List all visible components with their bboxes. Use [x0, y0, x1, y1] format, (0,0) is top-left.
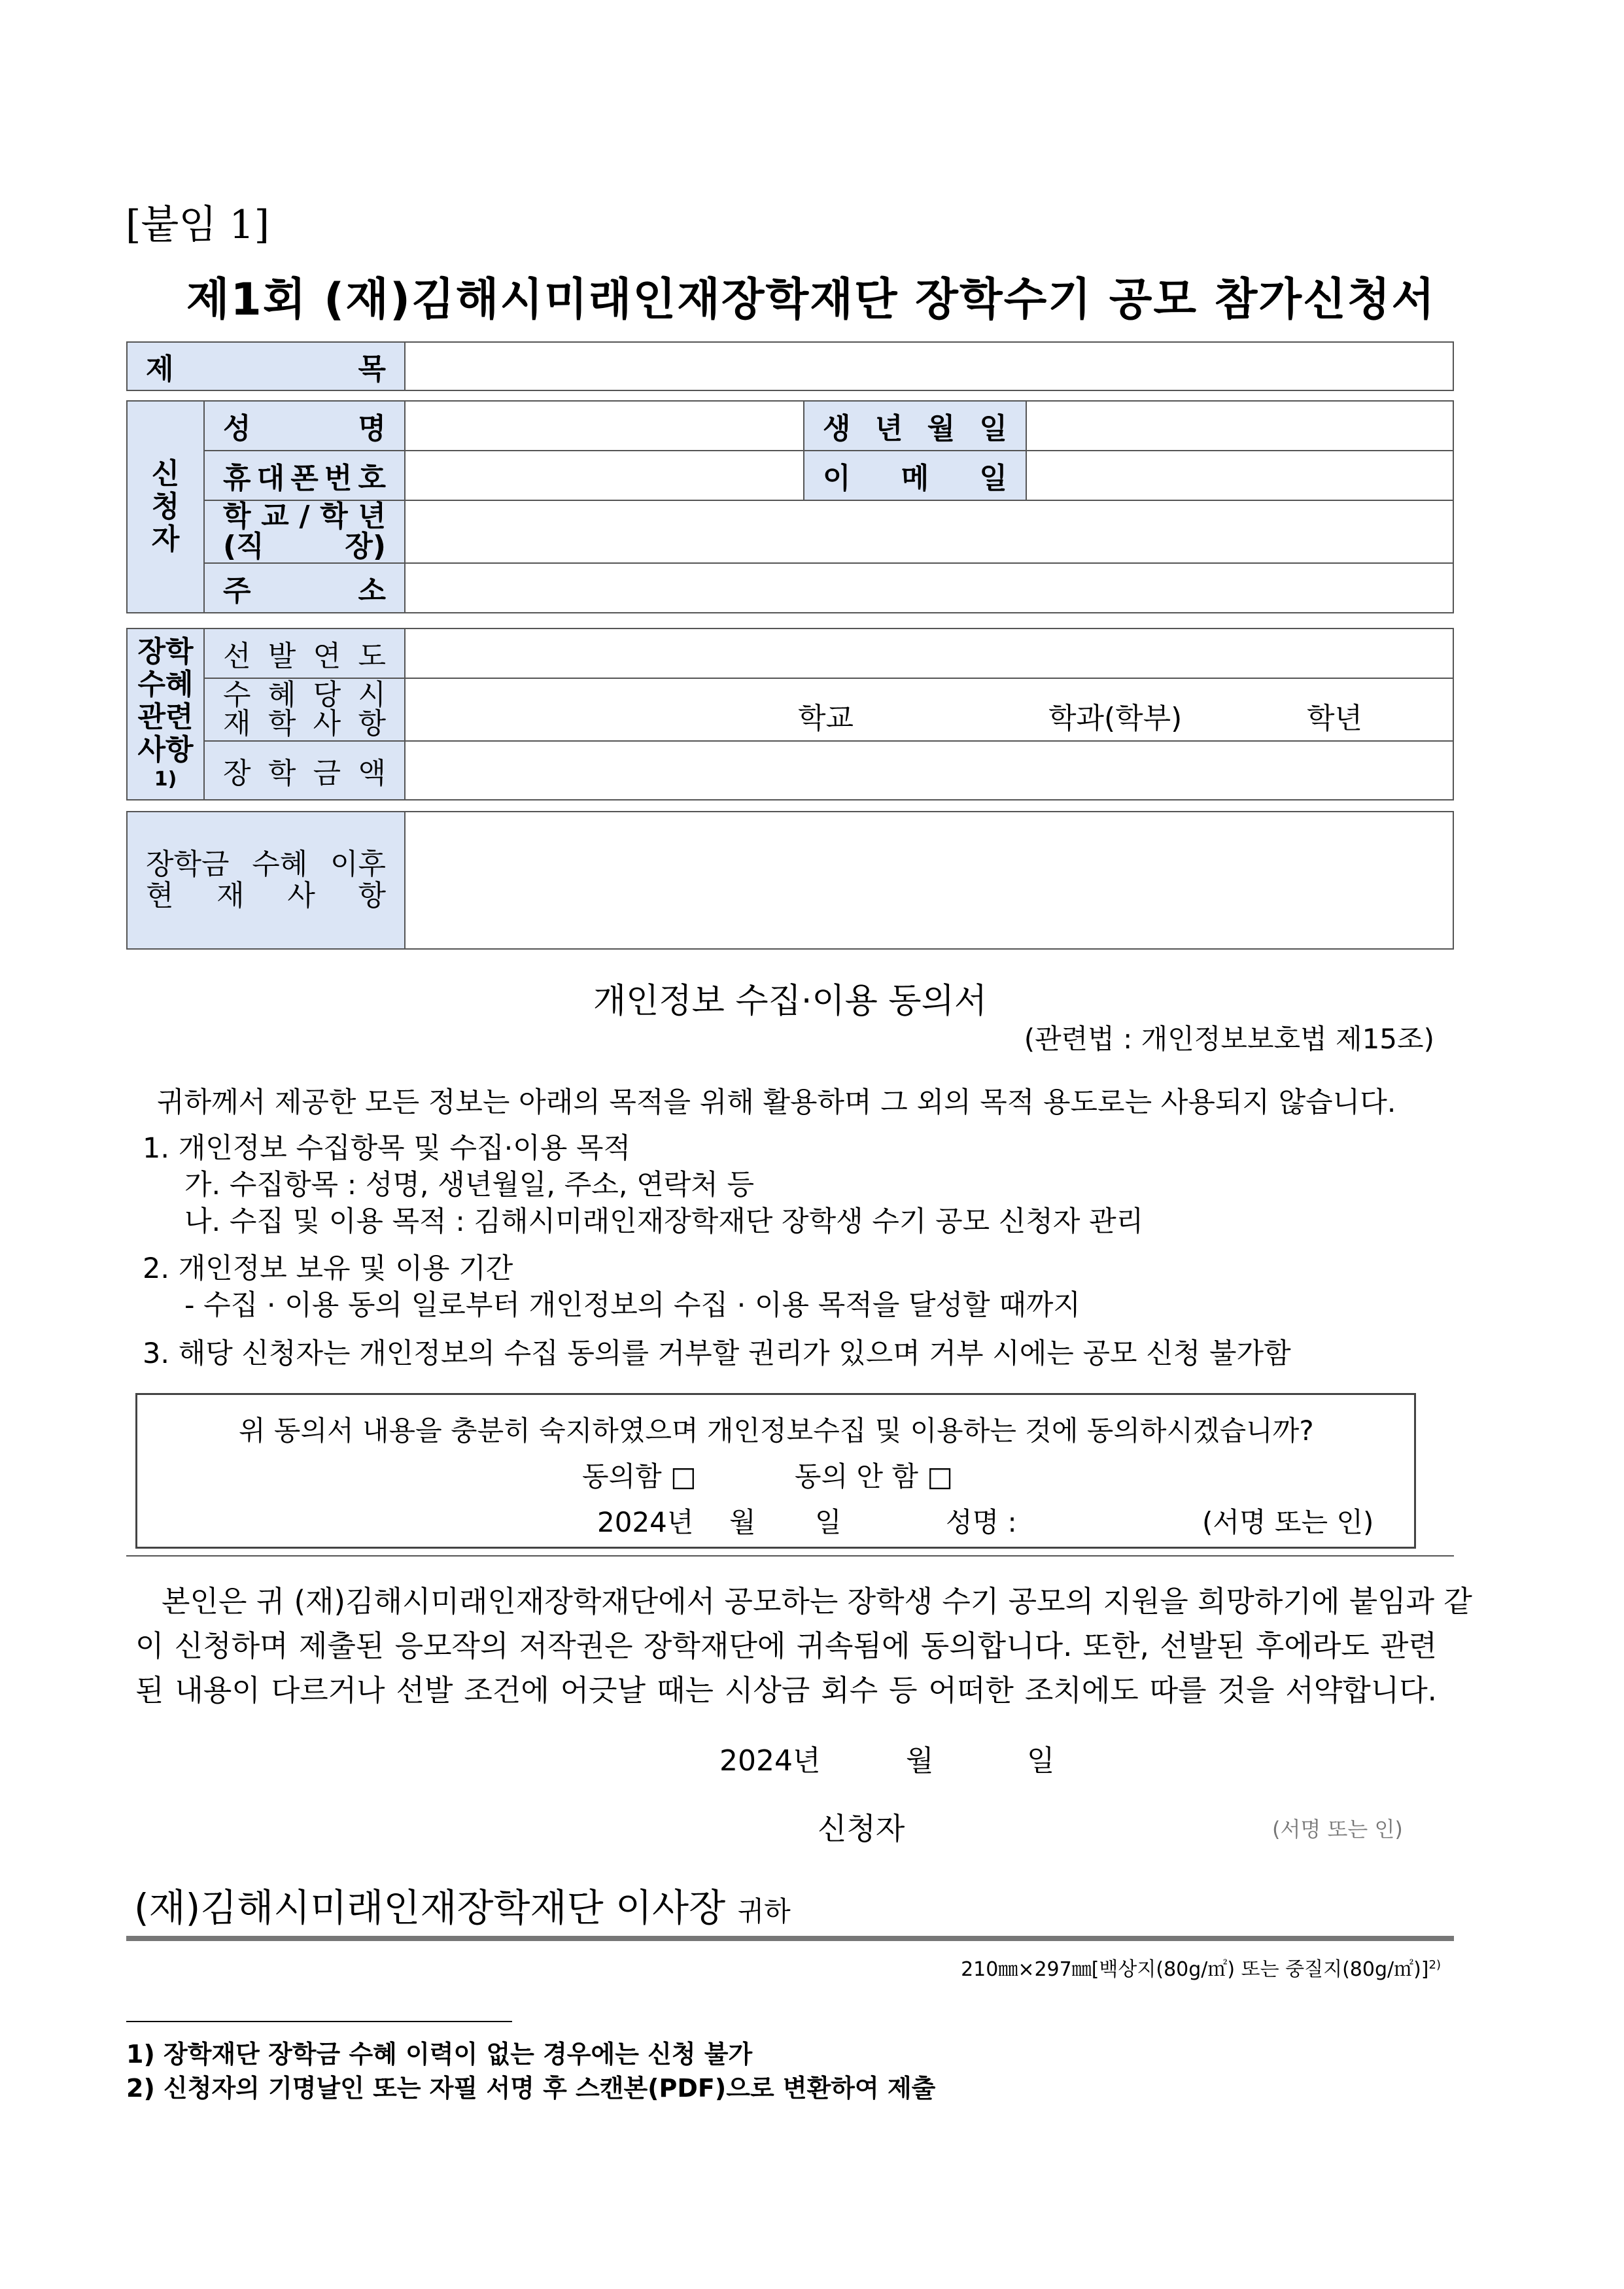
pledge-month: 월 — [906, 1744, 934, 1778]
subject-label — [127, 342, 405, 390]
agree-checkbox[interactable]: 동의함 □ — [582, 1460, 697, 1492]
scholarship-amount-label: 장 학 금 액 — [204, 741, 405, 800]
current-status-label: 장학금 수혜 이후 현 재 사 항 — [127, 812, 405, 949]
consent-item-1: 1. 개인정보 수집항목 및 수집·이용 목적 — [143, 1132, 631, 1165]
consent-sign-label: 성명 : — [946, 1506, 1017, 1538]
footnote-divider — [126, 2021, 512, 2022]
scholarship-amount-field[interactable] — [405, 741, 1453, 800]
school-field[interactable] — [405, 500, 1453, 563]
subject-table — [126, 341, 1454, 391]
applicant-group-label: 신 청 자 — [127, 401, 204, 613]
birth-field[interactable] — [1026, 401, 1453, 451]
consent-item-2: 2. 개인정보 보유 및 이용 기간 — [143, 1252, 513, 1285]
status-dept-text: 학과(학부) — [1048, 702, 1183, 735]
consent-day: 일 — [815, 1506, 842, 1538]
consent-item-1a: 가. 수집항목 : 성명, 생년월일, 주소, 연락처 등 — [184, 1169, 754, 1201]
consent-item-2a: - 수집 · 이용 동의 일로부터 개인정보의 수집 · 이용 목적을 달성할 때까지 — [184, 1289, 1080, 1322]
name-field[interactable] — [405, 401, 804, 451]
pledge-day: 일 — [1027, 1744, 1055, 1778]
pledge-year: 2024년 — [719, 1744, 821, 1778]
selection-year-label: 선 발 연 도 — [204, 628, 405, 678]
status-grade-text: 학년 — [1307, 702, 1363, 735]
footer-divider — [126, 1936, 1454, 1941]
address-field[interactable] — [405, 563, 1453, 613]
enrollment-status-label: 수 혜 당 시 재 학 사 항 — [204, 678, 405, 741]
current-status-table — [126, 811, 1454, 950]
enrollment-status-field[interactable] — [405, 678, 1453, 741]
footnote-2: 2) 신청자의 기명날인 또는 자필 서명 후 스캔본(PDF)으로 변환하여 제출 — [126, 2074, 936, 2103]
pledge-line-2: 이 신청하며 제출된 응모작의 저작권은 장학재단에 귀속됨에 동의합니다. 또한, 선발된 후에라도 관련 — [135, 1628, 1437, 1663]
address-label: 주 소 — [204, 563, 405, 613]
school-label: 학 교 / 학 년 (직 장) — [204, 500, 405, 563]
page-title: 제1회 (재)김해시미래인재장학재단 장학수기 공모 참가신청서 — [186, 274, 1436, 326]
consent-year: 2024년 — [597, 1506, 694, 1538]
pledge-line-3: 된 내용이 다르거나 선발 조건에 어긋날 때는 시상금 회수 등 어떠한 조치에도 따를 것을 서약합니다. — [135, 1673, 1437, 1708]
applicant-table — [126, 400, 1454, 613]
subject-label-text: 제 목 — [146, 353, 386, 386]
consent-month: 월 — [729, 1506, 756, 1538]
current-status-field[interactable] — [405, 812, 1453, 949]
footnote-1: 1) 장학재단 장학금 수혜 이력이 없는 경우에는 신청 불가 — [126, 2040, 753, 2069]
phone-field[interactable] — [405, 451, 804, 500]
recipient: (재)김해시미래인재장학재단 이사장 귀하 — [134, 1885, 791, 1930]
birth-label: 생 년 월 일 — [804, 401, 1026, 451]
applicant-sign-note: (서명 또는 인) — [1272, 1817, 1403, 1842]
consent-title: 개인정보 수집·이용 동의서 — [593, 982, 988, 1021]
email-label: 이 메 일 — [804, 451, 1026, 500]
subject-field[interactable] — [405, 342, 1453, 390]
consent-intro: 귀하께서 제공한 모든 정보는 아래의 목적을 위해 활용하며 그 외의 목적 용도로는 사용되지 않습니다. — [157, 1086, 1396, 1119]
selection-year-field[interactable] — [405, 628, 1453, 678]
consent-law: (관련법 : 개인정보보호법 제15조) — [1024, 1023, 1434, 1055]
scholarship-group-label: 장학 수혜 관련 사항 1) — [127, 628, 204, 800]
consent-item-3: 3. 해당 신청자는 개인정보의 수집 동의를 거부할 권리가 있으며 거부 시에는 공모 신청 불가함 — [143, 1337, 1291, 1370]
consent-sign-note: (서명 또는 인) — [1202, 1506, 1374, 1538]
attachment-label: [붙임 1] — [126, 202, 269, 248]
email-field[interactable] — [1026, 451, 1453, 500]
name-label: 성 명 — [204, 401, 405, 451]
paper-spec: 210㎜×297㎜[백상지(80g/㎡) 또는 중질지(80g/㎡)]$^{2)}$ — [961, 1958, 1441, 1981]
divider — [126, 1555, 1454, 1557]
scholarship-table — [126, 628, 1454, 800]
consent-item-1b: 나. 수집 및 이용 목적 : 김해시미래인재장학재단 장학생 수기 공모 신청자 관리 — [184, 1205, 1144, 1238]
consent-question: 위 동의서 내용을 충분히 숙지하였으며 개인정보수집 및 이용하는 것에 동의하시겠습니까? — [239, 1415, 1314, 1447]
disagree-checkbox[interactable]: 동의 안 함 □ — [795, 1460, 954, 1492]
applicant-label: 신청자 — [818, 1811, 905, 1846]
consent-box — [135, 1393, 1416, 1549]
status-school-text: 학교 — [798, 702, 854, 735]
pledge-line-1: 본인은 귀 (재)김해시미래인재장학재단에서 공모하는 장학생 수기 공모의 지원을 희망하기에 붙임과 같 — [162, 1584, 1472, 1619]
phone-label: 휴 대 폰 번 호 — [204, 451, 405, 500]
